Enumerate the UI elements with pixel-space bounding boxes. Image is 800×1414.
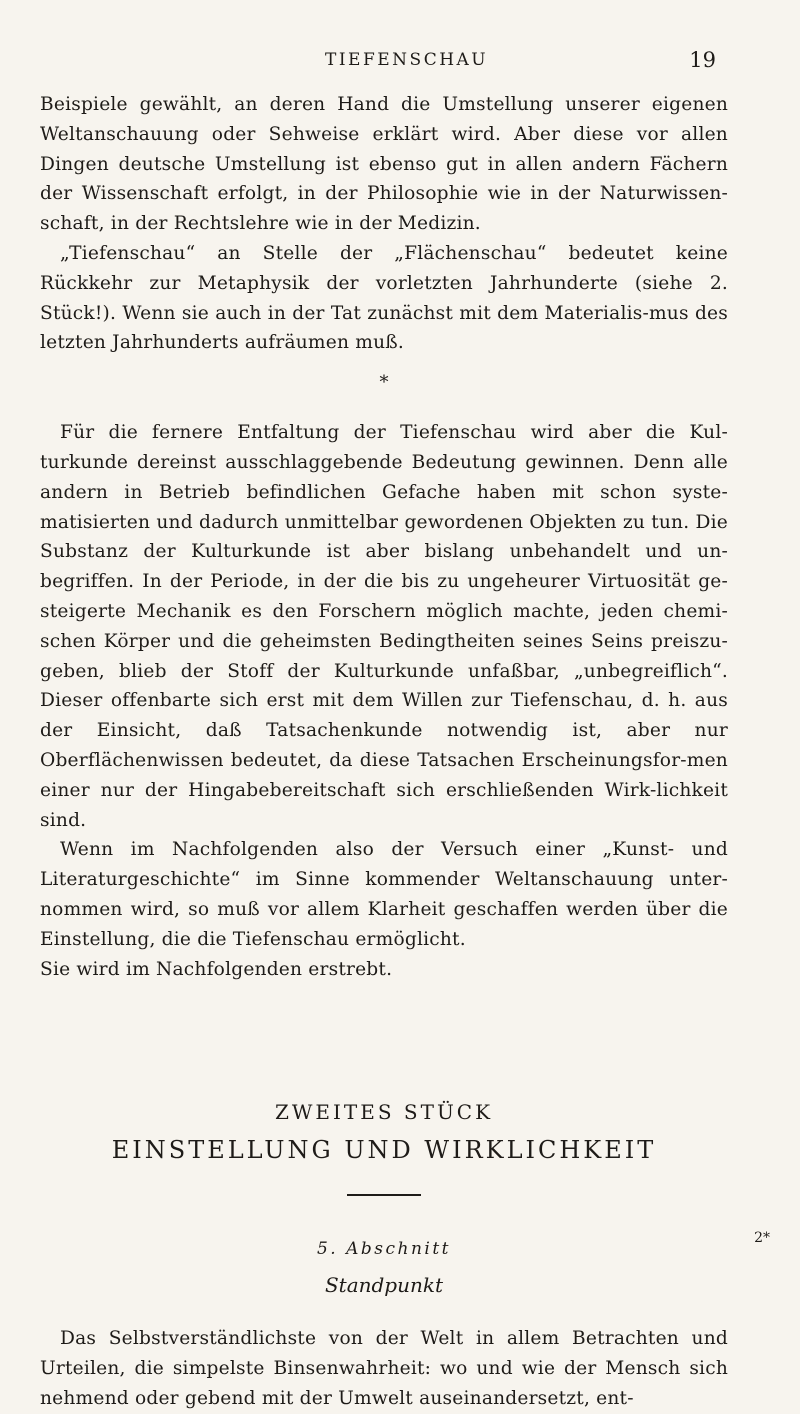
printer-signature: 2* <box>754 1230 770 1246</box>
paragraph-continued: Beispiele gewählt, an deren Hand die Umstellung unserer eigenen Weltanschauung oder Sehweise erklärt wird. Aber diese vor allen Dingen deutsche Umstellung ist ebenso gut in allen andern Fächern der Wissenschaft erfolgt, in der Philosophie wie in der Naturwissen-schaft, in der Rechtslehre wie in der Medizin. <box>40 94 728 235</box>
section-separator: * <box>379 372 389 394</box>
book-page <box>40 48 728 1414</box>
spacer <box>40 984 728 1096</box>
paragraph-kulturkunde: Für die fernere Entfaltung der Tiefenschau wird aber die Kul-turkunde dereinst ausschlaggebende Bedeutung gewinnen. Denn alle andern in Betrieb befindlichen Gefache haben mit schon syste-matisierten und dadurch unmittelbar gewordenen Objekten zu tun. Die Substanz der Kulturkunde ist aber bislang unbehandelt und un-begriffen. In der Periode, in der die bis zu ungeheurer Virtuosität ge-steigerte Mechanik es den Forschern möglich machte, jeden chemi-schen Körper und die geheimsten Bedingtheiten seines Seins preiszu-geben, blieb der Stoff der Kulturkunde unfaßbar, „unbegreiflich“. Dieser offenbarte sich erst mit dem Willen zur Tiefenschau, d. h. aus der Einsicht, daß Tatsachenkunde notwendig ist, aber nur Oberflächenwissen bedeutet, da diese Tatsachen Erscheinungsfor-men einer nur der Hingabebereitschaft sich erschließenden Wirk-lichkeit sind. <box>40 422 728 831</box>
main-text <box>40 90 728 984</box>
section-label: 5. Abschnitt <box>316 1239 452 1260</box>
paragraph-erstrebt: Sie wird im Nachfolgenden erstrebt. <box>40 958 393 980</box>
page-header <box>40 48 728 80</box>
page-number: 19 <box>689 48 716 72</box>
section-text <box>40 1324 728 1413</box>
running-head: TIEFENSCHAU <box>325 50 489 70</box>
section-title: Standpunkt <box>324 1273 444 1298</box>
divider-rule <box>347 1194 421 1196</box>
paragraph-standpunkt: Das Selbstverständlichste von der Welt in allem Betrachten und Urteilen, die simpelste Binsenwahrheit: wo und wie der Mensch sich nehmend oder gebend mit der Umwelt auseinandersetzt, ent- <box>40 1328 728 1409</box>
part-title: EINSTELLUNG UND WIRKLICHKEIT <box>111 1136 657 1165</box>
paragraph-versuch: Wenn im Nachfolgenden also der Versuch einer „Kunst- und Literaturgeschichte“ im Sinne kommender Weltanschauung unter-nommen wird, so muß vor allem Klarheit geschaffen werden über die Einstellung, die die Tiefenschau ermöglicht. <box>40 839 728 950</box>
paragraph-tiefenschau: „Tiefenschau“ an Stelle der „Flächenschau“ bedeutet keine Rückkehr zur Metaphysik der vorletzten Jahrhunderte (siehe 2. Stück!). Wenn sie auch in der Tat zunächst mit dem Materialis-mus des letzten Jahrhunderts aufräumen muß. <box>40 242 728 354</box>
part-label: ZWEITES STÜCK <box>274 1100 494 1125</box>
